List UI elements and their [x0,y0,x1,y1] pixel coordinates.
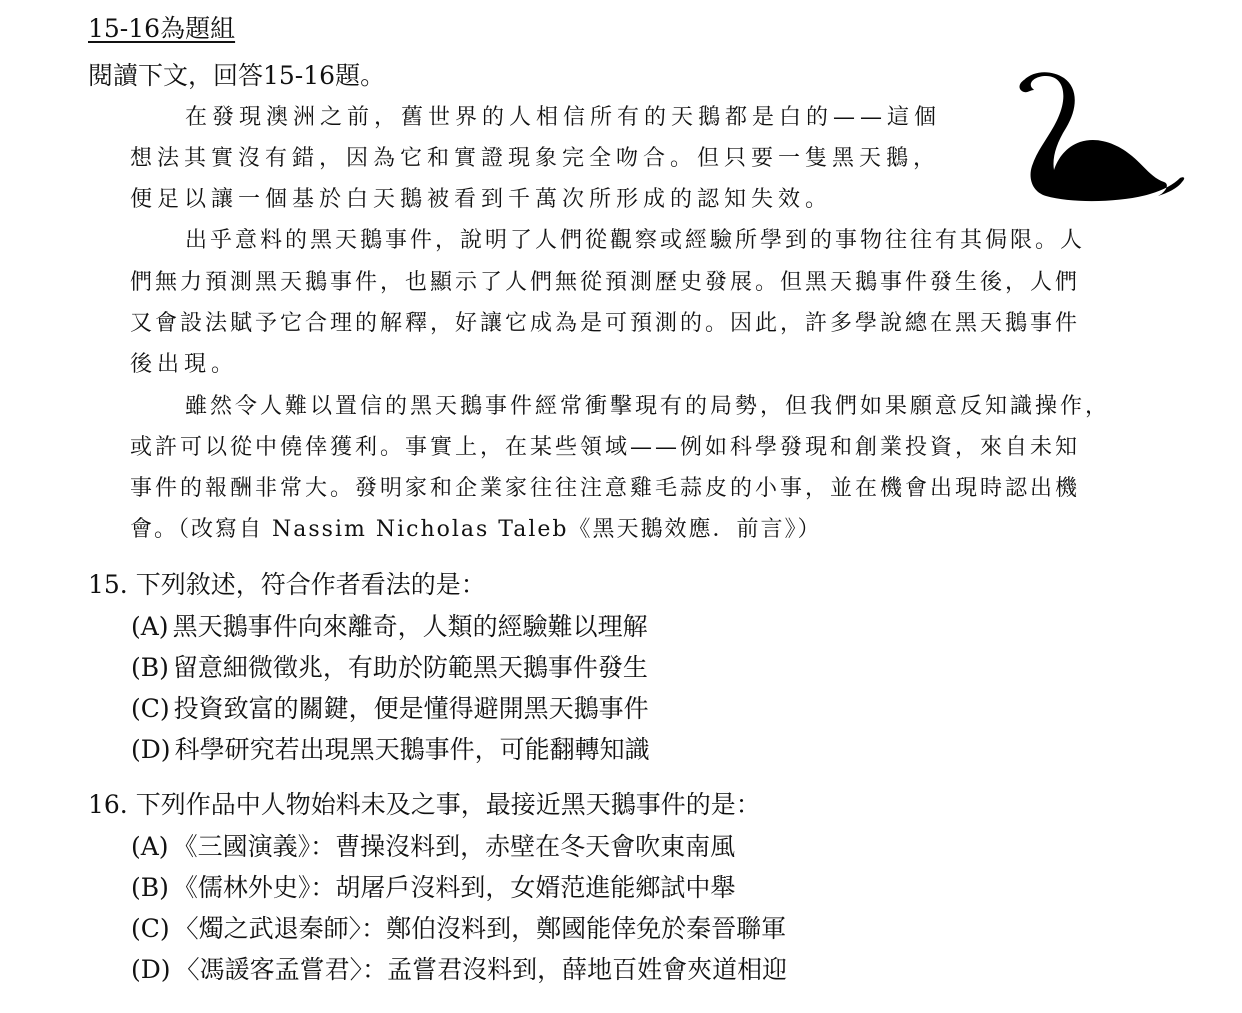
passage-line: 便足以讓一個基於白天鵝被看到千萬次所形成的認知失效。 [130,187,833,212]
passage-line: 後出現。 [130,352,239,377]
reading-instruction: 閱讀下文，回答15-16題。 [88,61,386,90]
option-label: (C) [131,694,170,723]
option-text: 投資致富的關鍵，便是懂得避開黑天鵝事件 [173,694,649,723]
option-text: 《三國演義》：曹操沒料到，赤壁在冬天會吹東南風 [172,832,736,861]
option-a[interactable] [131,829,735,865]
passage-line: 們無力預測黑天鵝事件，也顯示了人們無從預測歷史發展。但黑天鵝事件發生後，人們 [130,270,1081,295]
option-text: 科學研究若出現黑天鵝事件，可能翻轉知識 [174,735,650,764]
option-text: 〈燭之武退秦師〉：鄭伯沒料到，鄭國能倖免於秦晉聯軍 [173,914,787,943]
question-stem: 16. 下列作品中人物始料未及之事，最接近黑天鵝事件的是： [88,790,761,819]
question-stem: 15. 下列敘述，符合作者看法的是： [88,570,486,599]
option-text: 《儒林外史》：胡屠戶沒料到，女婿范進能鄉試中舉 [172,873,736,902]
option-label: (A) [131,612,169,641]
passage-line: 想法其實沒有錯，因為它和實證現象完全吻合。但只要一隻黑天鵝， [130,146,941,171]
black-swan-icon [994,66,1204,206]
option-label: (B) [131,653,169,682]
option-label: (D) [131,735,171,764]
option-label: (C) [131,914,170,943]
passage-line: 在發現澳洲之前，舊世界的人相信所有的天鵝都是白的——這個 [185,105,942,130]
option-b[interactable] [131,870,735,906]
passage-line: 又會設法賦予它合理的解釋，好讓它成為是可預測的。因此，許多學說總在黑天鵝事件 [130,311,1081,336]
option-c[interactable] [131,691,649,727]
passage-line: 會。（改寫自 Nassim Nicholas Taleb《黑天鵝效應．前言》） [130,517,822,542]
passage-line: 出乎意料的黑天鵝事件，說明了人們從觀察或經驗所學到的事物往往有其侷限。人 [185,228,1086,253]
option-text: 黑天鵝事件向來離奇，人類的經驗難以理解 [172,612,648,641]
option-label: (D) [131,955,171,984]
option-text: 留意細微徵兆，有助於防範黑天鵝事件發生 [172,653,648,682]
group-title: 15-16為題組 [88,14,236,43]
option-text: 〈馮諼客孟嘗君〉：孟嘗君沒料到，薛地百姓會夾道相迎 [174,955,788,984]
option-c[interactable] [131,911,786,947]
option-d[interactable] [131,952,787,988]
option-label: (B) [131,873,169,902]
passage-line: 或許可以從中僥倖獲利。事實上，在某些領域——例如科學發現和創業投資，來自未知 [130,435,1081,460]
option-a[interactable] [131,609,648,645]
option-b[interactable] [131,650,648,686]
option-d[interactable] [131,732,650,768]
option-label: (A) [131,832,169,861]
passage-line: 雖然令人難以置信的黑天鵝事件經常衝擊現有的局勢，但我們如果願意反知識操作， [185,394,1111,419]
passage-line: 事件的報酬非常大。發明家和企業家往往注意雞毛蒜皮的小事，並在機會出現時認出機 [130,476,1081,501]
